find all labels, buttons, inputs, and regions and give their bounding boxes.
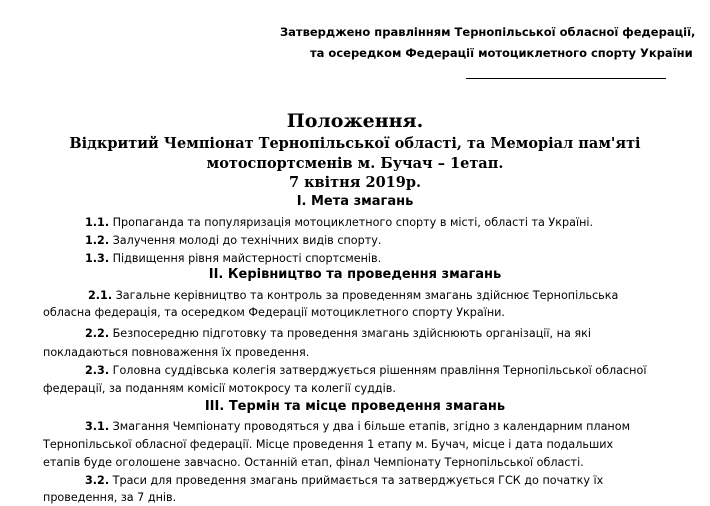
paragraph-3-1	[85, 418, 630, 435]
paragraph-number: 1.1.	[85, 216, 110, 229]
paragraph-number: 3.1.	[85, 420, 110, 433]
paragraph-number: 2.2.	[85, 327, 110, 340]
paragraph-3-1-continuation-2: етапів буде оголошене завчасно. Останній етап, фінал Чемпіонату Тернопільської області.	[43, 456, 584, 469]
paragraph-2-3-continuation: федерації, за поданням комісії мотокросу та колегії суддів.	[43, 382, 396, 395]
document-title: Положення.	[286, 110, 424, 132]
section-heading-time-place: ІІІ. Термін та місце проведення змагань	[204, 399, 506, 414]
paragraph-text: Пропаганда та популяризація мотоциклетного спорту в місті, області та Україні.	[109, 216, 594, 229]
paragraph-3-1-continuation: Тернопільської обласної федерації. Місце проведення 1 етапу м. Бучач, місце і дата подальших	[43, 438, 614, 451]
paragraph-number: 1.3.	[85, 252, 110, 265]
paragraph-text: Загальне керівництво та контроль за проведенням змагань здійснює Тернопільська	[112, 289, 619, 302]
paragraph-2-1	[88, 287, 618, 304]
paragraph-number: 3.2.	[85, 474, 110, 487]
paragraph-text: Залучення молоді до технічних видів спорту.	[109, 234, 382, 247]
paragraph-1-2	[85, 232, 381, 249]
title-date: 7 квітня 2019р.	[288, 174, 422, 191]
paragraph-text: Головна суддівська колегія затверджується рішенням правління Тернопільської обласної	[109, 364, 647, 377]
approval-line-1: Затверджено правлінням Тернопільської обласної федерації,	[280, 25, 696, 39]
title-line-2: мотоспортсменів м. Бучач – 1етап.	[206, 155, 504, 172]
paragraph-number: 2.1.	[88, 289, 113, 302]
paragraph-1-3	[85, 250, 381, 267]
paragraph-text: Змагання Чемпіонату проводяться у два і більше етапів, згідно з календарним планом	[109, 420, 631, 433]
paragraph-text: Траси для проведення змагань приймається та затверджується ГСК до початку їх	[109, 474, 604, 487]
paragraph-number: 1.2.	[85, 234, 110, 247]
paragraph-number: 2.3.	[85, 364, 110, 377]
paragraph-text: Підвищення рівня майстерності спортсменів.	[109, 252, 382, 265]
paragraph-2-1-continuation: обласна федерація, та осередком Федерації мотоциклетного спорту України.	[43, 306, 505, 319]
section-heading-goals: І. Мета змагань	[296, 194, 414, 209]
paragraph-3-2	[85, 472, 603, 489]
approval-block	[270, 22, 700, 64]
section-heading-management: ІІ. Керівництво та проведення змагань	[208, 267, 502, 282]
paragraph-2-3	[85, 362, 646, 379]
signature-line	[466, 78, 666, 79]
paragraph-1-1	[85, 214, 593, 231]
paragraph-3-2-continuation: проведення, за 7 днів.	[43, 491, 177, 504]
title-line-1: Відкритий Чемпіонат Тернопільської області, та Меморіал пам'яті	[69, 135, 641, 152]
paragraph-2-2	[85, 325, 591, 342]
paragraph-text: Безпосередню підготовку та проведення змагань здійснюють організації, на які	[109, 327, 591, 340]
approval-line-2: та осередком Федерації мотоциклетного спорту України	[310, 46, 693, 60]
paragraph-2-2-continuation: покладаються повноваження їх проведення.	[43, 346, 310, 359]
